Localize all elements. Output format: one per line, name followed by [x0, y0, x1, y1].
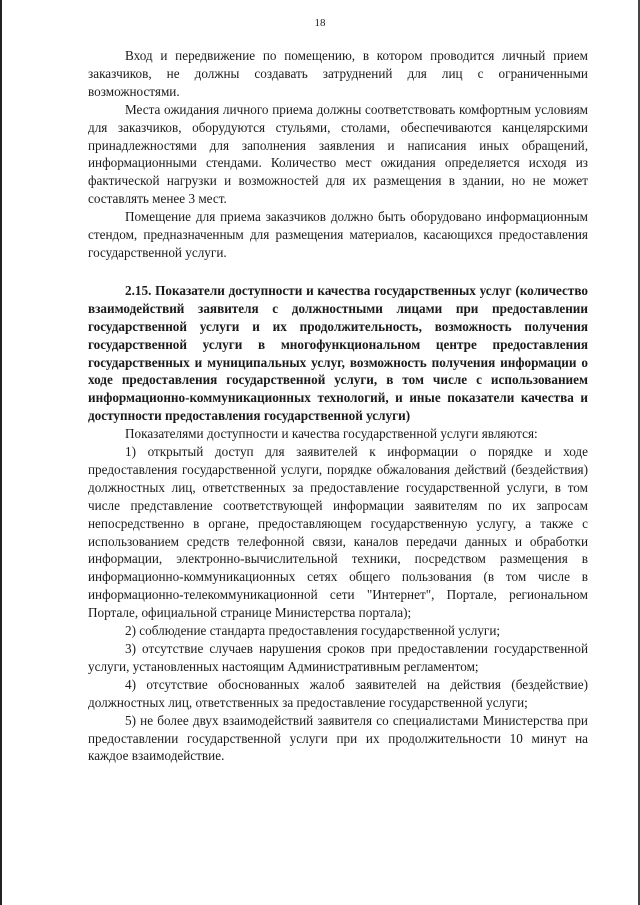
paragraph-waiting-places: Места ожидания личного приема должны соответствовать комфортным условиям для заказчиков, оборудуются стульями, столами, обеспечиваются канцелярскими принадлежностями для заполнения заявления и написания иных обращений, информационными стендами. Количество мест ожидания определяется исходя из фактической нагрузки и возможностей для их размещения в здании, но не может составлять менее 3 мест.: [88, 101, 588, 207]
list-item: 2) соблюдение стандарта предоставления государственной услуги;: [125, 623, 501, 639]
paragraph-info-stand: Помещение для приема заказчиков должно быть оборудовано информационным стендом, предназначенным для размещения материалов, касающихся предоставления государственной услуги.: [88, 209, 588, 260]
section-heading: 2.15. Показатели доступности и качества государственных услуг (количество взаимодействий заявителя с должностными лицами при предоставлении государственной услуги и их продолжительность, возможность получения государственной услуги в многофункциональном центре предоставления государственных и муниципальных услуг, возможность получения информации о ходе предоставления государственной услуги, в том числе с использованием информационно-коммуникационных технологий, и иные показатели качества и доступности предоставления государственной услуги): [88, 282, 588, 424]
page-number: 18: [314, 17, 326, 29]
indicators-intro: Показателями доступности и качества государственной услуги являются:: [125, 426, 538, 442]
list-item: 5) не более двух взаимодействий заявителя со специалистами Министерства при предоставлении государственной услуги при их продолжительности 10 минут на каждое взаимодействие.: [88, 712, 588, 764]
paragraph-entrance: Вход и передвижение по помещению, в котором проводится личный прием заказчиков, не должны создавать затруднений для лиц с ограниченными возможностями.: [88, 48, 588, 99]
list-item: 3) отсутствие случаев нарушения сроков при предоставлении государственной услуги, установленных настоящим Административным регламентом;: [88, 641, 588, 674]
list-item: 1) открытый доступ для заявителей к информации о порядке и ходе предоставления государственной услуги, порядке обжалования действий (бездействия) должностных лиц, ответственных за предоставление государственной услуги, в том числе представление соответствующей информации заявителям по их запросам непосредственно в органе, предоставляющем государственную услугу, а также с использованием средств телефонной связи, каналов передачи данных и обработки информации, электронно-вычислительной техники, посредством размещения в информационно-коммуникационных сетях общего пользования (в том числе в информационно-телекоммуникационной сети "Интернет", Портале, региональном Портале, официальной странице Министерства портала);: [88, 444, 588, 621]
list-item: 4) отсутствие обоснованных жалоб заявителей на действия (бездействие) должностных лиц, ответственных за предоставление государственной услуги;: [88, 676, 588, 710]
document-body: [88, 47, 588, 765]
scan-edge-left: [0, 0, 2, 905]
